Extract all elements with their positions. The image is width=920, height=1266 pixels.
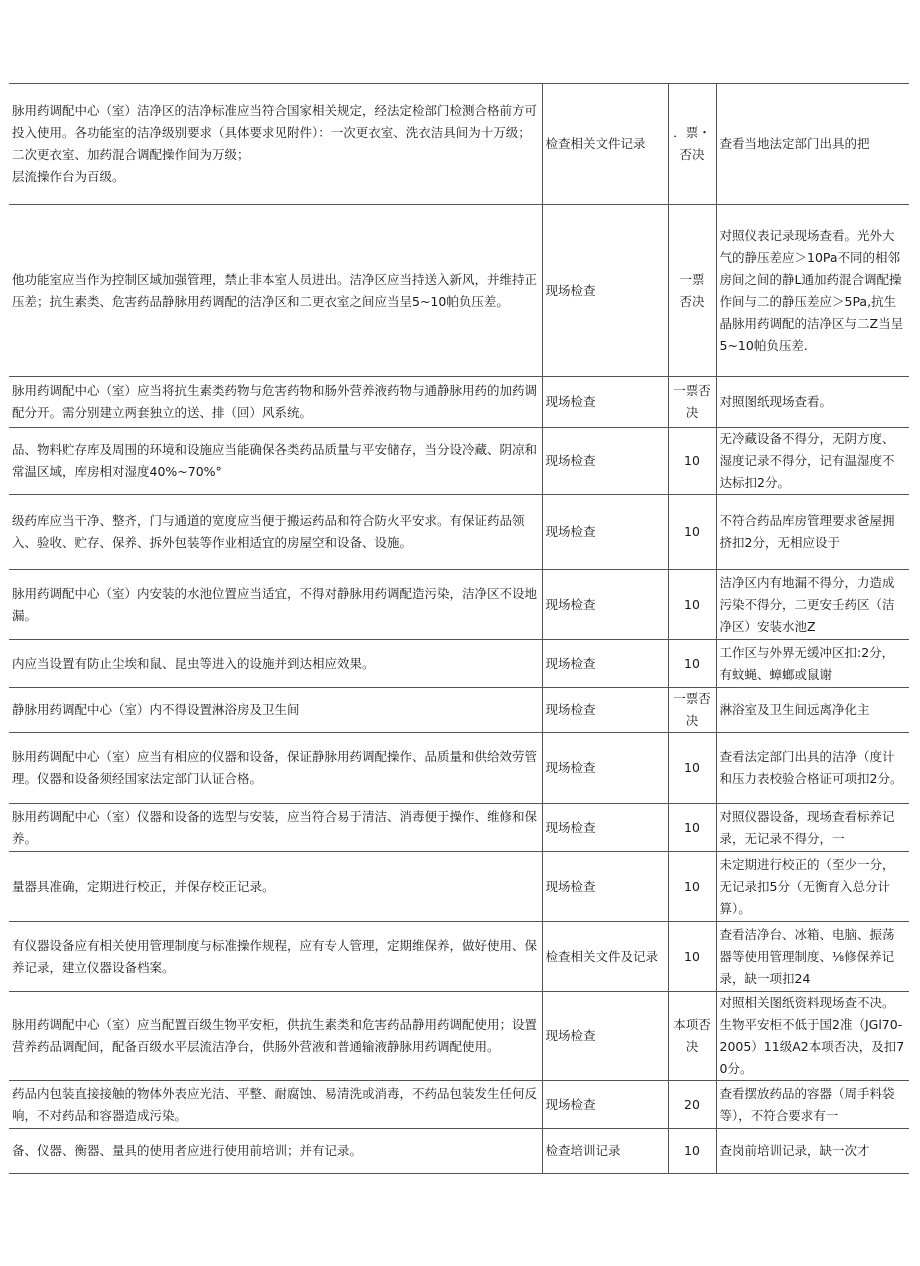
score-cell: 20 <box>668 1081 716 1129</box>
score-cell: 10 <box>668 1129 716 1174</box>
requirement-cell: 品、物料贮存库及周围的环境和设施应当能确保各类药品质量与平安储存，当分设冷藏、阴凉和常温区域，库房相对湿度40%~70%° <box>9 428 542 495</box>
requirement-cell: 有仪器设备应有相关使用管理制度与标准操作规程，应有专人管理，定期维保养，做好使用、保养记录，建立仪器设备档案。 <box>9 922 542 992</box>
score-cell: ．票・ 否决 <box>668 84 716 205</box>
criteria-cell: 无冷藏设备不得分，无阴方度、湿度记录不得分，记有温湿度不达标扣2分。 <box>716 428 909 495</box>
method-cell: 检查培训记录 <box>542 1129 668 1174</box>
method-cell: 现场检查 <box>542 377 668 428</box>
score-cell: 10 <box>668 922 716 992</box>
score-cell: 10 <box>668 640 716 688</box>
requirement-cell: 内应当设置有防止尘埃和鼠、昆虫等进入的设施并到达相应效果。 <box>9 640 542 688</box>
requirement-cell: 脉用药调配中心（室）应当配置百级生物平安柜，供抗生素类和危害药品静用药调配使用；设置营养药品调配间，配备百级水平层流洁净台，供肠外营液和普通输液静脉用药调配使用。 <box>9 992 542 1081</box>
requirement-cell: 脉用药调配中心（室）仪器和设备的选型与安装，应当符合易于清洁、消毒便于操作、维修和保养。 <box>9 804 542 852</box>
table-row <box>9 688 909 733</box>
method-cell: 现场检查 <box>542 688 668 733</box>
requirement-cell: 静脉用药调配中心（室）内不得设置淋浴房及卫生间 <box>9 688 542 733</box>
requirement-cell: 脉用药调配中心（室）内安装的水池位置应当适宜，不得对静脉用药调配造污染，洁净区不设地漏。 <box>9 570 542 640</box>
criteria-cell: 淋浴室及卫生间远离净化主 <box>716 688 909 733</box>
criteria-cell: 对照图纸现场查看。 <box>716 377 909 428</box>
inspection-table <box>9 83 909 1174</box>
table-row <box>9 992 909 1081</box>
method-cell: 现场检查 <box>542 428 668 495</box>
criteria-cell: 工作区与外界无缓冲区扣:2分，有蚊蝇、蟑螂或鼠谢 <box>716 640 909 688</box>
table-row <box>9 495 909 570</box>
criteria-cell: 不符合药品库房管理要求爸屋拥挤扣2分，无相应设于 <box>716 495 909 570</box>
table-row <box>9 804 909 852</box>
requirement-cell: 他功能室应当作为控制区域加强管理，禁止非本室人员进出。洁净区应当持送入新风，并维持正压差；抗生素类、危害药品静脉用药调配的洁净区和二更衣室之间应当呈5~10帕负压差。 <box>9 205 542 377</box>
method-cell: 现场检查 <box>542 804 668 852</box>
criteria-cell: 对照相关图纸资料现场查不决。生物平安柜不低于国2准（JGl70-2005）11级A2本项否决，及扣70分。 <box>716 992 909 1081</box>
score-cell: 一票 否决 <box>668 205 716 377</box>
score-cell: 10 <box>668 804 716 852</box>
requirement-cell: 量器具准确，定期进行校正，并保存校正记录。 <box>9 852 542 922</box>
table-row <box>9 1129 909 1174</box>
method-cell: 现场检查 <box>542 205 668 377</box>
criteria-cell: 查看当地法定部门出具的把 <box>716 84 909 205</box>
method-cell: 现场检查 <box>542 570 668 640</box>
score-cell: 10 <box>668 428 716 495</box>
score-cell: 一票否决 <box>668 688 716 733</box>
table-row <box>9 84 909 205</box>
criteria-cell: 查岗前培训记录，缺一次才 <box>716 1129 909 1174</box>
requirement-cell: 脉用药调配中心（室）应当有相应的仪器和设备，保证静脉用药调配操作、品质量和供给效劳管理。仪器和设备须经国家法定部门认证合格。 <box>9 733 542 804</box>
table-row <box>9 640 909 688</box>
requirement-cell: 备、仪器、衡器、量具的使用者应进行使用前培训；并有记录。 <box>9 1129 542 1174</box>
table-row <box>9 852 909 922</box>
score-cell: 10 <box>668 852 716 922</box>
method-cell: 现场检查 <box>542 733 668 804</box>
method-cell: 检查相关文件及记录 <box>542 922 668 992</box>
criteria-cell: 对照仪器设备，现场查看标养记录，无记录不得分，一 <box>716 804 909 852</box>
requirement-cell: 脉用药调配中心（室）应当将抗生素类药物与危害药物和肠外营养液药物与通静脉用药的加药调配分开。需分别建立两套独立的送、排（回）风系统。 <box>9 377 542 428</box>
method-cell: 现场检查 <box>542 852 668 922</box>
requirement-cell: 脉用药调配中心（室）洁净区的洁净标准应当符合国家相关规定，经法定检部门检测合格前方可投入使用。各功能室的洁净级别要求（具体要求见附件）：一次更衣室、洗衣洁具间为十万级； 二次更衣室、加药混合调配操作间为万级； 层流操作台为百级。 <box>9 84 542 205</box>
method-cell: 现场检查 <box>542 992 668 1081</box>
table-row <box>9 377 909 428</box>
method-cell: 检查相关文件记录 <box>542 84 668 205</box>
criteria-cell: 查看洁净台、冰箱、电脑、振荡器等使用管理制度、⅛修保养记录，缺一项扣24 <box>716 922 909 992</box>
table-row <box>9 733 909 804</box>
criteria-cell: 查看摆放药品的容器（周手料袋等），不符合要求有一 <box>716 1081 909 1129</box>
requirement-cell: 级药库应当干净、整齐，门与通道的宽度应当便于搬运药品和符合防火平安求。有保证药品领入、验收、贮存、保养、拆外包装等作业相适宜的房屋空和设备、设施。 <box>9 495 542 570</box>
table-row <box>9 1081 909 1129</box>
criteria-cell: 洁净区内有地漏不得分，力造成污染不得分，二更安壬药区（洁净区）安装水池Z <box>716 570 909 640</box>
criteria-cell: 查看法定部门出具的洁净（度计和压力表校验合格证可项扣2分。 <box>716 733 909 804</box>
method-cell: 现场检查 <box>542 1081 668 1129</box>
table-row <box>9 570 909 640</box>
criteria-cell: 对照仪表记录现场查看。光外大气的静压差应＞10Pa不同的相邻房间之间的静L通加药混合调配操作间与二的静压差应＞5Pa,抗生晶脉用药调配的洁净区与二Z当呈5~10帕负压差. <box>716 205 909 377</box>
method-cell: 现场检查 <box>542 640 668 688</box>
score-cell: 10 <box>668 495 716 570</box>
inspection-table-sheet <box>9 83 909 1174</box>
method-cell: 现场检查 <box>542 495 668 570</box>
score-cell: 10 <box>668 570 716 640</box>
table-row <box>9 922 909 992</box>
requirement-cell: 药品内包装直接接触的物体外表应光洁、平整、耐腐蚀、易清洗或消毒，不药品包装发生任何反响，不对药品和容器造成污染。 <box>9 1081 542 1129</box>
score-cell: 10 <box>668 733 716 804</box>
score-cell: 一票否决 <box>668 377 716 428</box>
table-row <box>9 428 909 495</box>
score-cell: 本项否决 <box>668 992 716 1081</box>
table-row <box>9 205 909 377</box>
criteria-cell: 未定期进行校正的（至少一分，无记录扣5分（无衡育入总分计算）。 <box>716 852 909 922</box>
